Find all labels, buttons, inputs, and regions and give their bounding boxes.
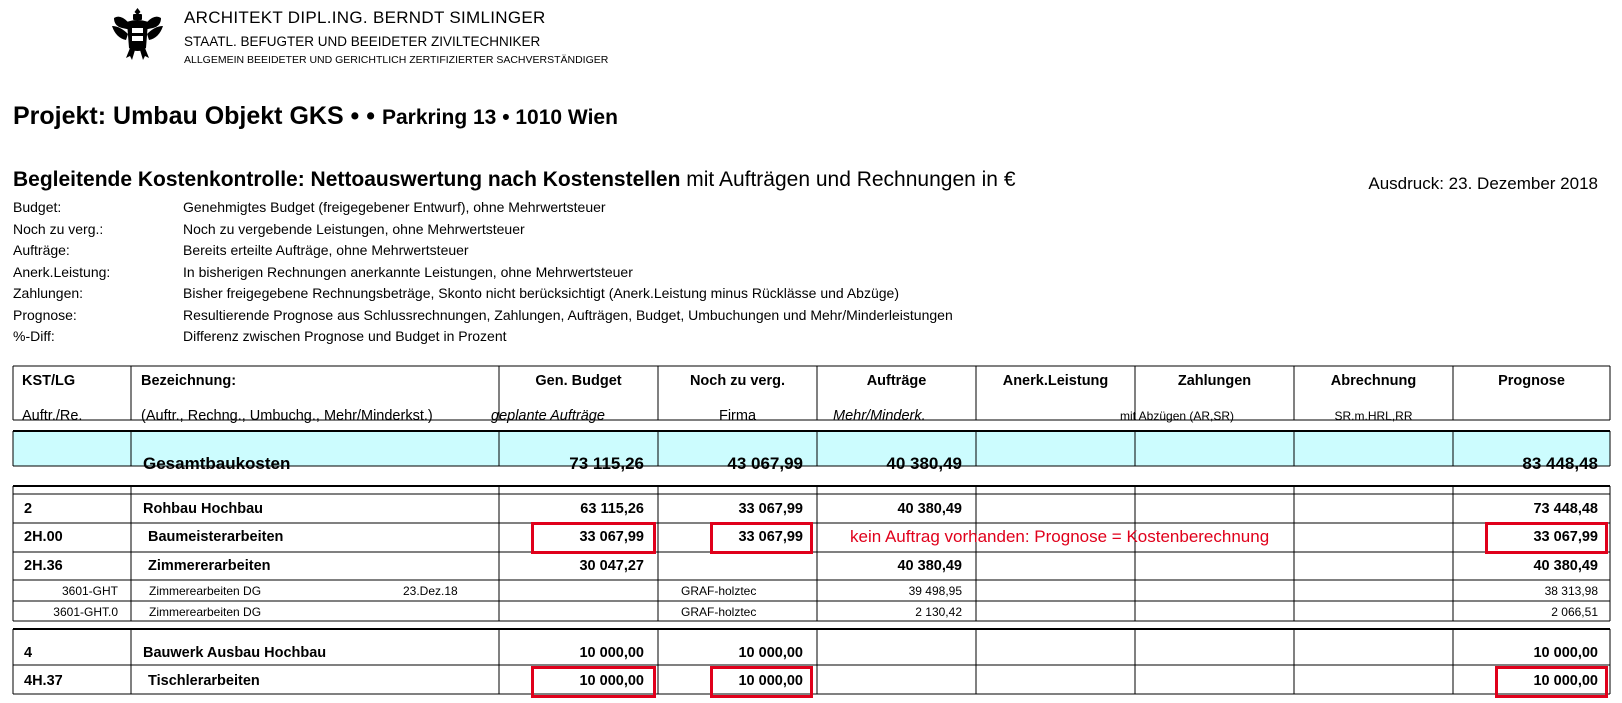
row-noch: 33 067,99 — [738, 529, 803, 545]
legend-key: Anerk.Leistung: — [13, 263, 111, 280]
col-subheader-noch: Firma — [718, 408, 757, 424]
report-title-rest: mit Aufträgen und Rechnungen in € — [680, 168, 1016, 191]
col-subheader-budget: geplante Aufträge — [491, 408, 605, 424]
row-prognose: 33 067,99 — [1533, 529, 1598, 545]
legend-key: %-Diff: — [13, 328, 55, 344]
row-prognose: 40 380,49 — [1533, 558, 1598, 574]
row-prognose: 2 066,51 — [1551, 605, 1598, 619]
total-noch: 43 067,99 — [727, 454, 803, 473]
legend-key: Aufträge: — [13, 242, 70, 258]
col-subheader-kst: Auftr./Re. — [22, 408, 83, 424]
row-budget: 63 115,26 — [580, 501, 644, 517]
legend-key: Budget: — [13, 199, 62, 215]
row-bezeichnung: Zimmerearbeiten DG — [149, 605, 262, 619]
legend-text: Bisher freigegebene Rechnungsbeträge, Skonto nicht berücksichtigt (Anerk.Leistung minus Rücklässe und Abzüge) — [183, 285, 899, 301]
row-bezeichnung: Baumeisterarbeiten — [148, 529, 284, 545]
row-bezeichnung: Rohbau Hochbau — [143, 501, 264, 517]
row-kst: 2H.36 — [24, 558, 63, 574]
col-subheader-abrechnung: SR.m.HRL,RR — [1334, 409, 1413, 423]
row-prognose: 10 000,00 — [1533, 645, 1598, 661]
legend-key: Noch zu verg.: — [13, 220, 104, 237]
col-header-anerk: Anerk.Leistung — [1002, 373, 1109, 389]
highlight-noch-4h37 — [710, 666, 813, 698]
row-prognose: 73 448,48 — [1533, 501, 1598, 517]
highlight-prognose-4h37 — [1495, 666, 1608, 698]
row-auftraege: 40 380,49 — [897, 558, 962, 574]
row-budget: 33 067,99 — [579, 529, 644, 545]
row-kst: 3601-GHT — [61, 584, 118, 598]
row-noch: 10 000,00 — [738, 673, 803, 689]
architect-certification: ALLGEMEIN BEEIDETER UND GERICHTLICH ZERTIFIZIERTER SACHVERSTÄNDIGER — [184, 54, 609, 66]
col-header-bezeichnung: Bezeichnung: — [141, 373, 237, 389]
architect-name: ARCHITEKT DIPL.ING. BERNDT SIMLINGER — [184, 8, 546, 27]
row-kst: 2H.00 — [24, 529, 63, 545]
row-firma: GRAF-holztec — [681, 605, 757, 619]
row-noch: 10 000,00 — [738, 645, 803, 661]
row-bezeichnung: Tischlerarbeiten — [148, 673, 260, 689]
total-auftraege: 40 380,49 — [886, 454, 962, 473]
legend-key: Prognose: — [13, 306, 77, 323]
legend-text: In bisherigen Rechnungen anerkannte Leistungen, ohne Mehrwertsteuer — [183, 263, 633, 280]
row-budget: 10 000,00 — [579, 645, 644, 661]
row-prognose: 38 313,98 — [1544, 584, 1598, 598]
row-firma: GRAF-holztec — [681, 584, 757, 598]
row-bezeichnung: Zimmerearbeiten DG — [149, 584, 262, 598]
legend-text: Bereits erteilte Aufträge, ohne Mehrwertsteuer — [183, 242, 469, 258]
row-budget: 10 000,00 — [579, 673, 644, 689]
col-header-prognose: Prognose — [1498, 373, 1565, 389]
row-kst: 3601-GHT.0 — [53, 605, 118, 619]
legend-text: Differenz zwischen Prognose und Budget in Prozent — [183, 328, 507, 344]
legend-key: Zahlungen: — [13, 285, 84, 301]
project-address: Parkring 13 • 1010 Wien — [381, 106, 618, 129]
report-title-bold: Begleitende Kostenkontrolle: Nettoauswertung nach Kostenstellen — [13, 168, 681, 191]
total-prognose: 83 448,48 — [1522, 454, 1598, 473]
architect-subtitle: STAATL. BEFUGTER UND BEEIDETER ZIVILTECHNIKER — [184, 34, 541, 49]
highlight-noch-2h00 — [710, 522, 813, 554]
col-header-kst: KST/LG — [22, 373, 76, 389]
row-date: 23.Dez.18 — [403, 584, 458, 598]
highlight-budget-4h37 — [531, 666, 656, 698]
row-kst: 4H.37 — [24, 673, 63, 689]
legend-text: Noch zu vergebende Leistungen, ohne Mehrwertsteuer — [183, 220, 525, 237]
row-kst: 2 — [24, 501, 33, 517]
col-subheader-zahlungen: mit Abzügen (AR,SR) — [1120, 409, 1235, 423]
col-header-abrechnung: Abrechnung — [1330, 373, 1417, 389]
annotation-note: kein Auftrag vorhanden: Prognose = Kostenberechnung — [850, 527, 1270, 546]
row-budget: 30 047,27 — [579, 558, 644, 574]
print-date: Ausdruck: 23. Dezember 2018 — [1368, 174, 1598, 193]
row-bezeichnung: Bauwerk Ausbau Hochbau — [143, 645, 327, 661]
row-auftraege: 40 380,49 — [897, 501, 962, 517]
row-prognose: 10 000,00 — [1533, 673, 1598, 689]
project-label: Projekt: Umbau Objekt GKS • • — [13, 102, 382, 130]
highlight-prognose-2h00 — [1485, 522, 1608, 554]
col-subheader-bezeichnung: (Auftr., Rechng., Umbuchg., Mehr/Minderkst.) — [141, 408, 433, 424]
row-bezeichnung: Zimmererarbeiten — [148, 558, 271, 574]
total-label: Gesamtbaukosten — [143, 454, 291, 473]
col-header-auftraege: Aufträge — [866, 373, 927, 389]
legend-text: Genehmigtes Budget (freigegebener Entwurf), ohne Mehrwertsteuer — [183, 199, 606, 215]
total-budget: 73 115,26 — [569, 454, 644, 473]
col-header-noch: Noch zu verg. — [689, 373, 786, 389]
highlight-budget-2h00 — [531, 522, 656, 554]
row-auftraege: 2 130,42 — [915, 605, 962, 619]
row-noch: 33 067,99 — [738, 501, 803, 517]
col-header-zahlungen: Zahlungen — [1177, 373, 1252, 389]
col-subheader-auftraege: Mehr/Minderk. — [833, 408, 926, 424]
row-kst: 4 — [24, 645, 33, 661]
legend-text: Resultierende Prognose aus Schlussrechnungen, Zahlungen, Aufträgen, Budget, Umbuchungen und Mehr/Minderleistungen — [183, 306, 953, 323]
row-auftraege: 39 498,95 — [908, 584, 962, 598]
col-header-budget: Gen. Budget — [535, 373, 622, 389]
